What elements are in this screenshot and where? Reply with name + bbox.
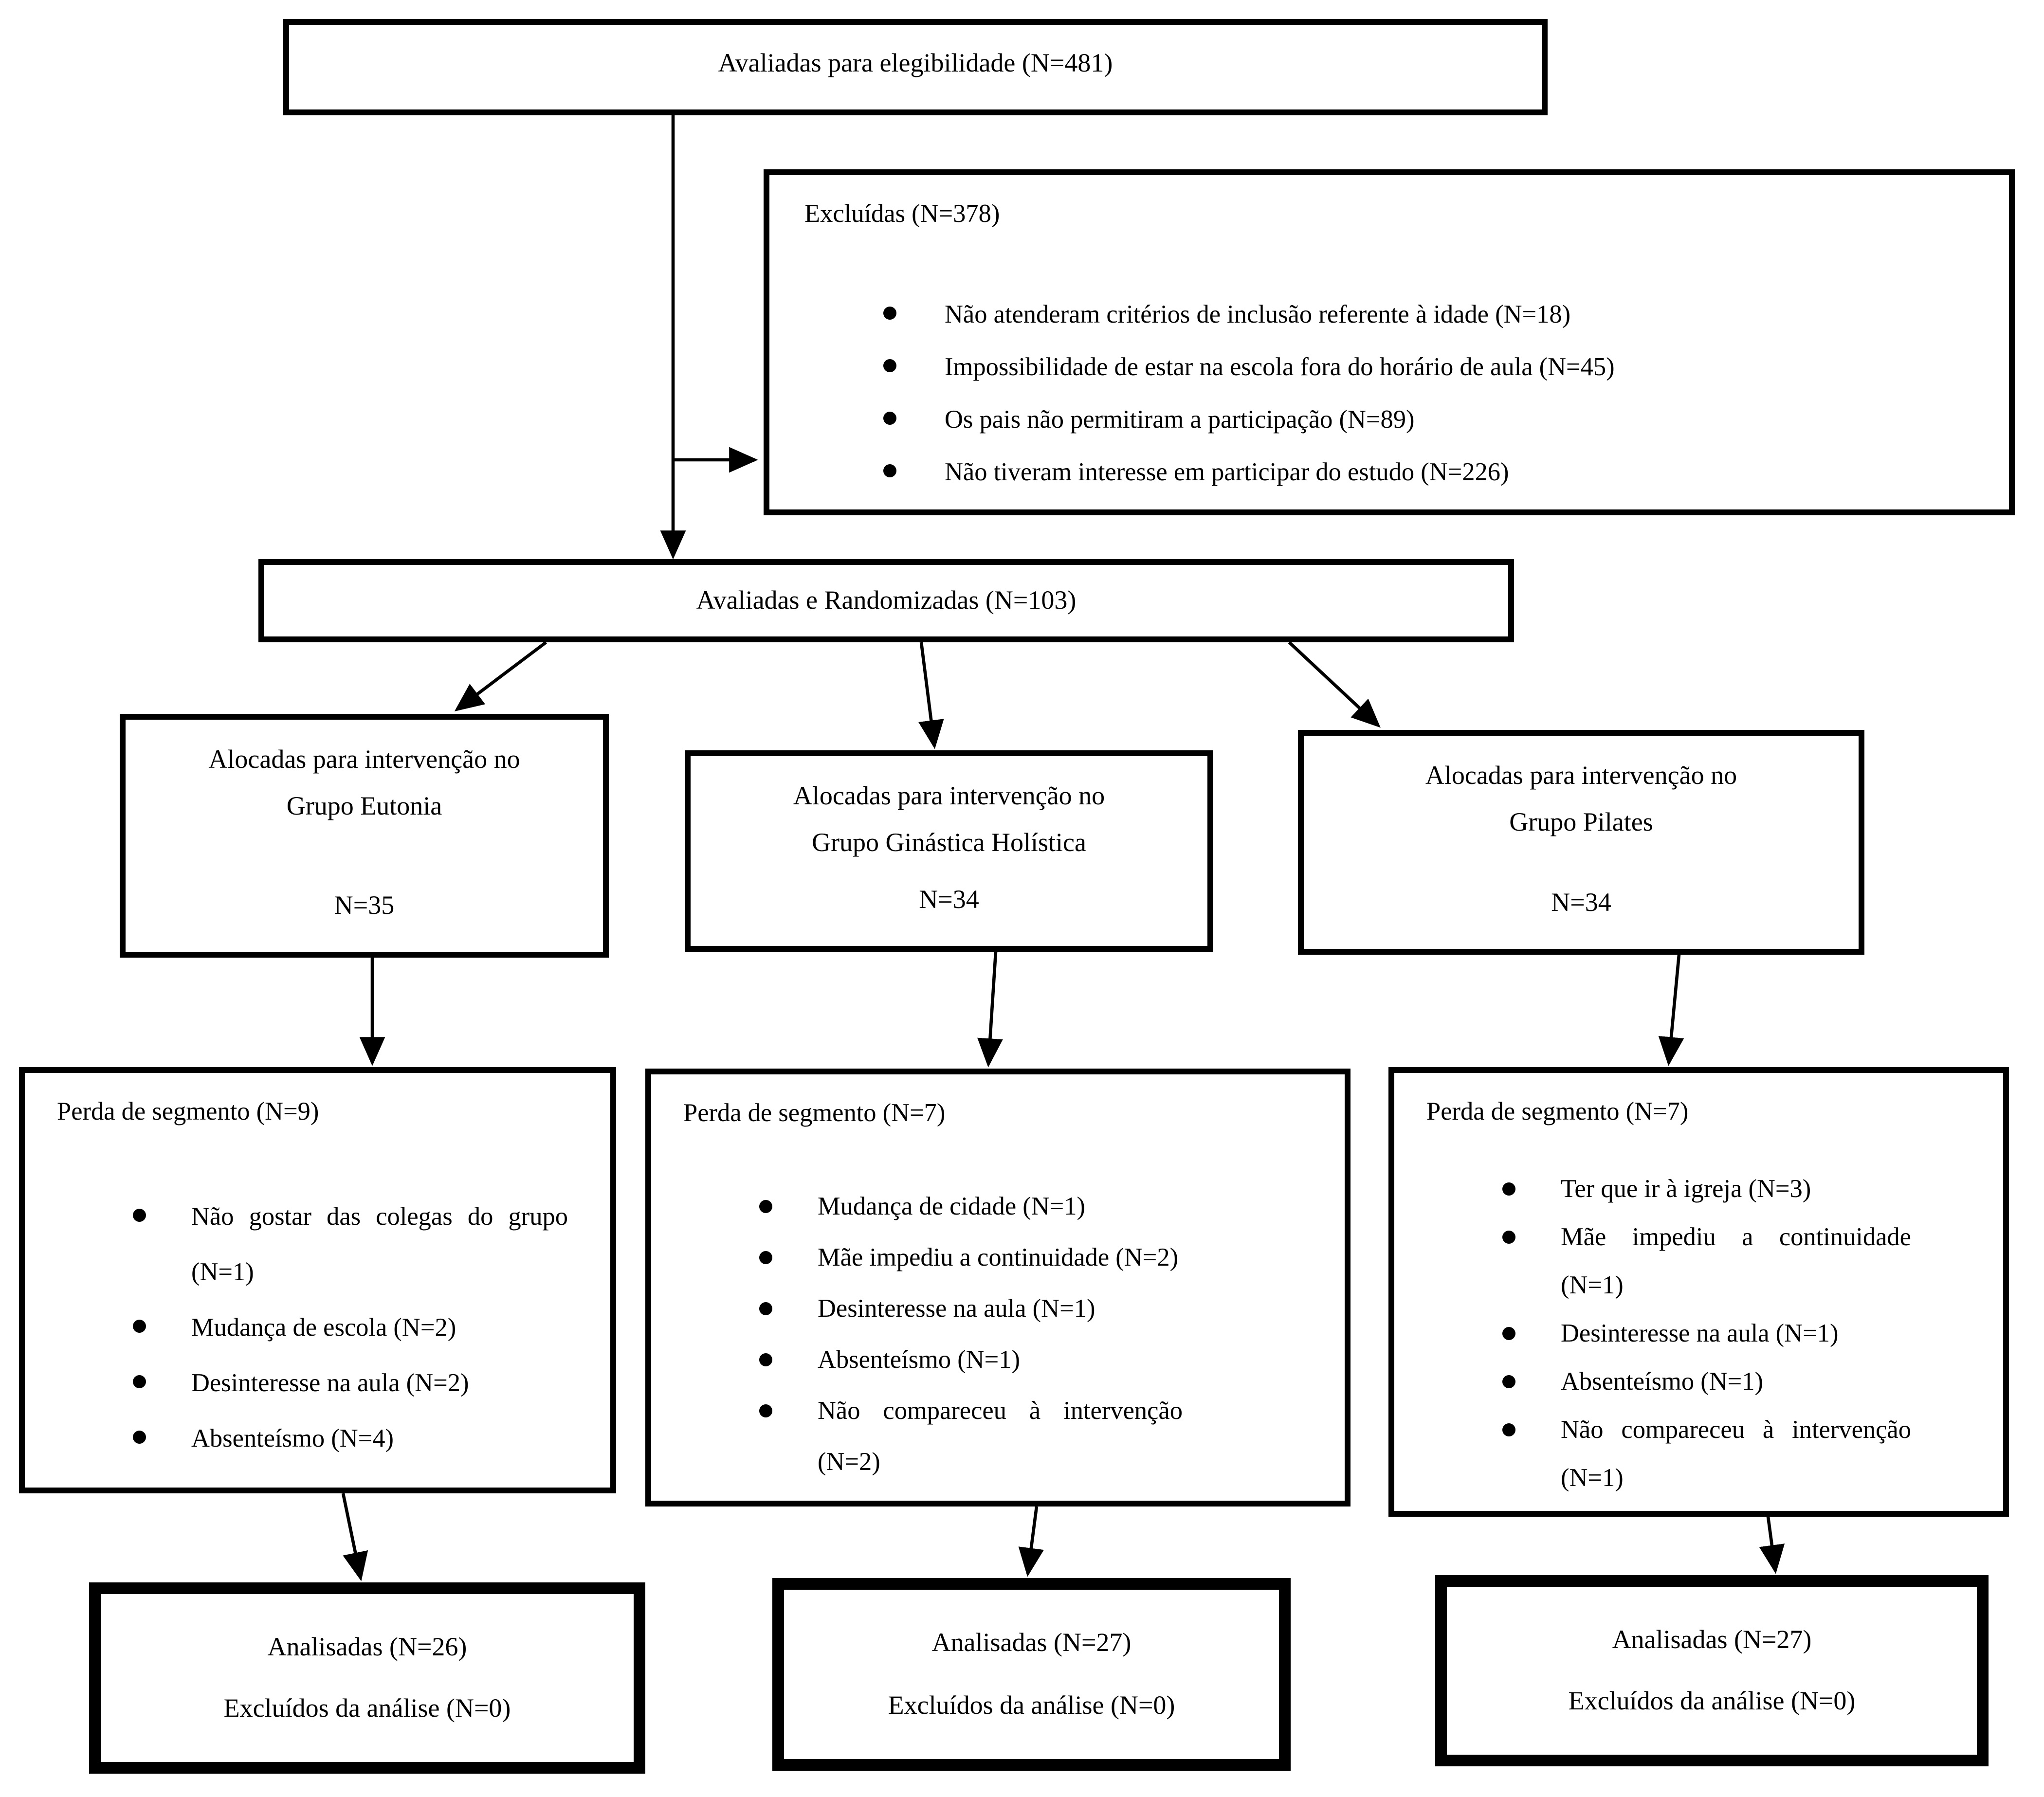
exclusion-item: Não tiveram interesse em participar do estudo (N=226)	[945, 445, 1980, 498]
allocation-title	[208, 737, 520, 829]
arrow-loss-to-analyzed-pilates	[1768, 1517, 1775, 1571]
analyzed-label: Analisadas (N=27)	[1612, 1624, 1812, 1653]
arrow-loss-to-analyzed-ginastica	[1028, 1507, 1037, 1574]
allocation-n: N=34	[919, 884, 979, 913]
loss-item: Absenteísmo (N=1)	[1561, 1358, 1911, 1406]
analyzed-box-pilates	[1435, 1575, 1989, 1766]
randomized-box	[258, 559, 1514, 642]
arrow-randomized-to-ginastica	[921, 642, 934, 746]
loss-box-pilates	[1388, 1067, 2009, 1517]
excluded-title: Excluídas (N=378)	[804, 199, 1000, 228]
allocation-line1: Alocadas para intervenção no	[793, 781, 1105, 810]
loss-item: Mãe impediu a continuidade (N=2)	[818, 1232, 1183, 1283]
allocation-n: N=34	[1551, 887, 1611, 916]
loss-title: Perda de segmento (N=7)	[683, 1098, 946, 1127]
allocation-box-eutonia	[120, 714, 609, 958]
loss-item: Mãe impediu a continuidade (N=1)	[1561, 1213, 1911, 1309]
loss-item: Mudança de cidade (N=1)	[818, 1181, 1183, 1232]
loss-item: Não compareceu à intervenção (N=1)	[1561, 1406, 1911, 1502]
excluded-from-analysis-label: Excluídos da análise (N=0)	[223, 1693, 511, 1723]
loss-reasons-list	[683, 1181, 1321, 1488]
analyzed-label: Analisadas (N=26)	[267, 1631, 467, 1661]
eligibility-label: Avaliadas para elegibilidade (N=481)	[718, 47, 1113, 77]
allocation-box-ginastica-holistica	[685, 750, 1213, 952]
loss-item: Desinteresse na aula (N=1)	[1561, 1309, 1911, 1358]
loss-item: Desinteresse na aula (N=2)	[191, 1355, 568, 1410]
allocation-line2: Grupo Pilates	[1509, 806, 1653, 836]
allocation-line1: Alocadas para intervenção no	[208, 744, 520, 774]
loss-title: Perda de segmento (N=7)	[1426, 1096, 1689, 1125]
loss-item: Ter que ir à igreja (N=3)	[1561, 1165, 1911, 1213]
arrow-pilates-to-loss	[1669, 955, 1679, 1063]
arrow-randomized-to-pilates	[1289, 642, 1378, 726]
arrow-loss-to-analyzed-eutonia	[343, 1493, 361, 1578]
arrow-ginastica-to-loss	[988, 952, 996, 1064]
analyzed-box-ginastica-holistica	[772, 1578, 1291, 1771]
loss-item: Não compareceu à intervenção (N=2)	[818, 1385, 1183, 1488]
analyzed-box-eutonia	[89, 1582, 645, 1774]
exclusion-item: Impossibilidade de estar na escola fora do horário de aula (N=45)	[945, 340, 1980, 393]
excluded-box	[764, 169, 2015, 515]
allocation-box-pilates	[1298, 730, 1864, 955]
loss-reasons-list	[57, 1188, 587, 1466]
excluded-from-analysis-label: Excluídos da análise (N=0)	[1568, 1686, 1856, 1716]
loss-item: Absenteísmo (N=4)	[191, 1410, 568, 1466]
excluded-reasons-list	[804, 288, 1980, 498]
loss-item: Desinteresse na aula (N=1)	[818, 1283, 1183, 1334]
loss-title: Perda de segmento (N=9)	[57, 1096, 319, 1125]
loss-box-eutonia	[19, 1067, 616, 1493]
loss-item: Absenteísmo (N=1)	[818, 1334, 1183, 1385]
exclusion-item: Os pais não permitiram a participação (N=89)	[945, 393, 1980, 445]
allocation-line1: Alocadas para intervenção no	[1425, 761, 1737, 790]
eligibility-box	[283, 19, 1548, 115]
excluded-from-analysis-label: Excluídos da análise (N=0)	[888, 1690, 1175, 1720]
loss-item: Não gostar das colegas do grupo (N=1)	[191, 1188, 568, 1299]
allocation-line2: Grupo Eutonia	[286, 790, 442, 820]
exclusion-item: Não atenderam critérios de inclusão referente à idade (N=18)	[945, 288, 1980, 340]
analyzed-label: Analisadas (N=27)	[931, 1628, 1132, 1657]
allocation-title	[1425, 753, 1737, 845]
arrow-randomized-to-eutonia	[457, 642, 546, 709]
allocation-title	[793, 774, 1105, 866]
loss-box-ginastica-holistica	[645, 1069, 1350, 1507]
randomized-label: Avaliadas e Randomizadas (N=103)	[696, 585, 1077, 615]
loss-item: Mudança de escola (N=2)	[191, 1299, 568, 1355]
loss-reasons-list	[1426, 1165, 1980, 1502]
allocation-line2: Grupo Ginástica Holística	[812, 827, 1086, 856]
allocation-n: N=35	[334, 889, 395, 919]
